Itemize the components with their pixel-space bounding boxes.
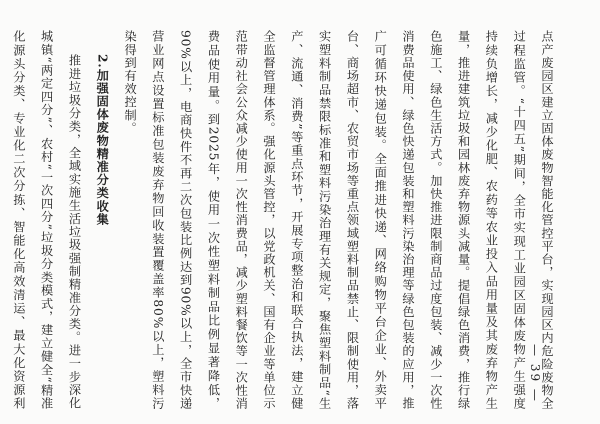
section-heading-classification: 2.加强固体废物精准分类收集 <box>95 54 110 227</box>
page-number: — 39 — <box>528 344 542 403</box>
document-body <box>11 30 560 410</box>
paragraph-classification: 推进垃圾分类，全域实施生活垃圾强制精准分类。进一步深化城镇“两定四分”、农村“一次四分”垃圾分类模式，建立健全“精准化源头分类、专业化二次分拣、智能化高效清运、最大化资源利 <box>11 30 82 410</box>
paragraph-waste-reduction: 点产废园区建立固体废物智能化管控平台，实现园区内危险废物全过程监管。“十四五”期间，全市实现工业园区固体废物产生强度持续负增长，减少化肥、农药等农业投入品用量及其废弃物产生量，推进建筑垃圾和园林废弃物源头减量。提倡绿色消费，推行绿色施工、绿色生活方式。加快推进限制商品过度包装、减少一次性消费品使用、绿色快递包装和塑料污染治理等绿色包装的应用，推广可循环快递包装。全面推进快递、网络购物平台企业、外卖平台、商场超市、农贸市场等重点领域塑料制品禁止、限制使用，落实塑料制品禁限标准和塑料污染治理有关规定，聚焦塑料制品“生产、流通、消费”等重点环节，开展专项整治和联合执法，建立健全监督管理体系。强化源头管控，以党政机关、国有企业等单位示范带动社会公众减少使用一次性消费品，减少塑料餐饮等一次性消费品使用量。到2025年，使用一次性塑料制品比例显著降低，90%以上，电商快件不再二次包装比例达到90%以上，全市快递营业网点设置标准包装废弃物回收装置覆盖率80%以上，塑料污染得到有效控制。 <box>123 30 554 410</box>
